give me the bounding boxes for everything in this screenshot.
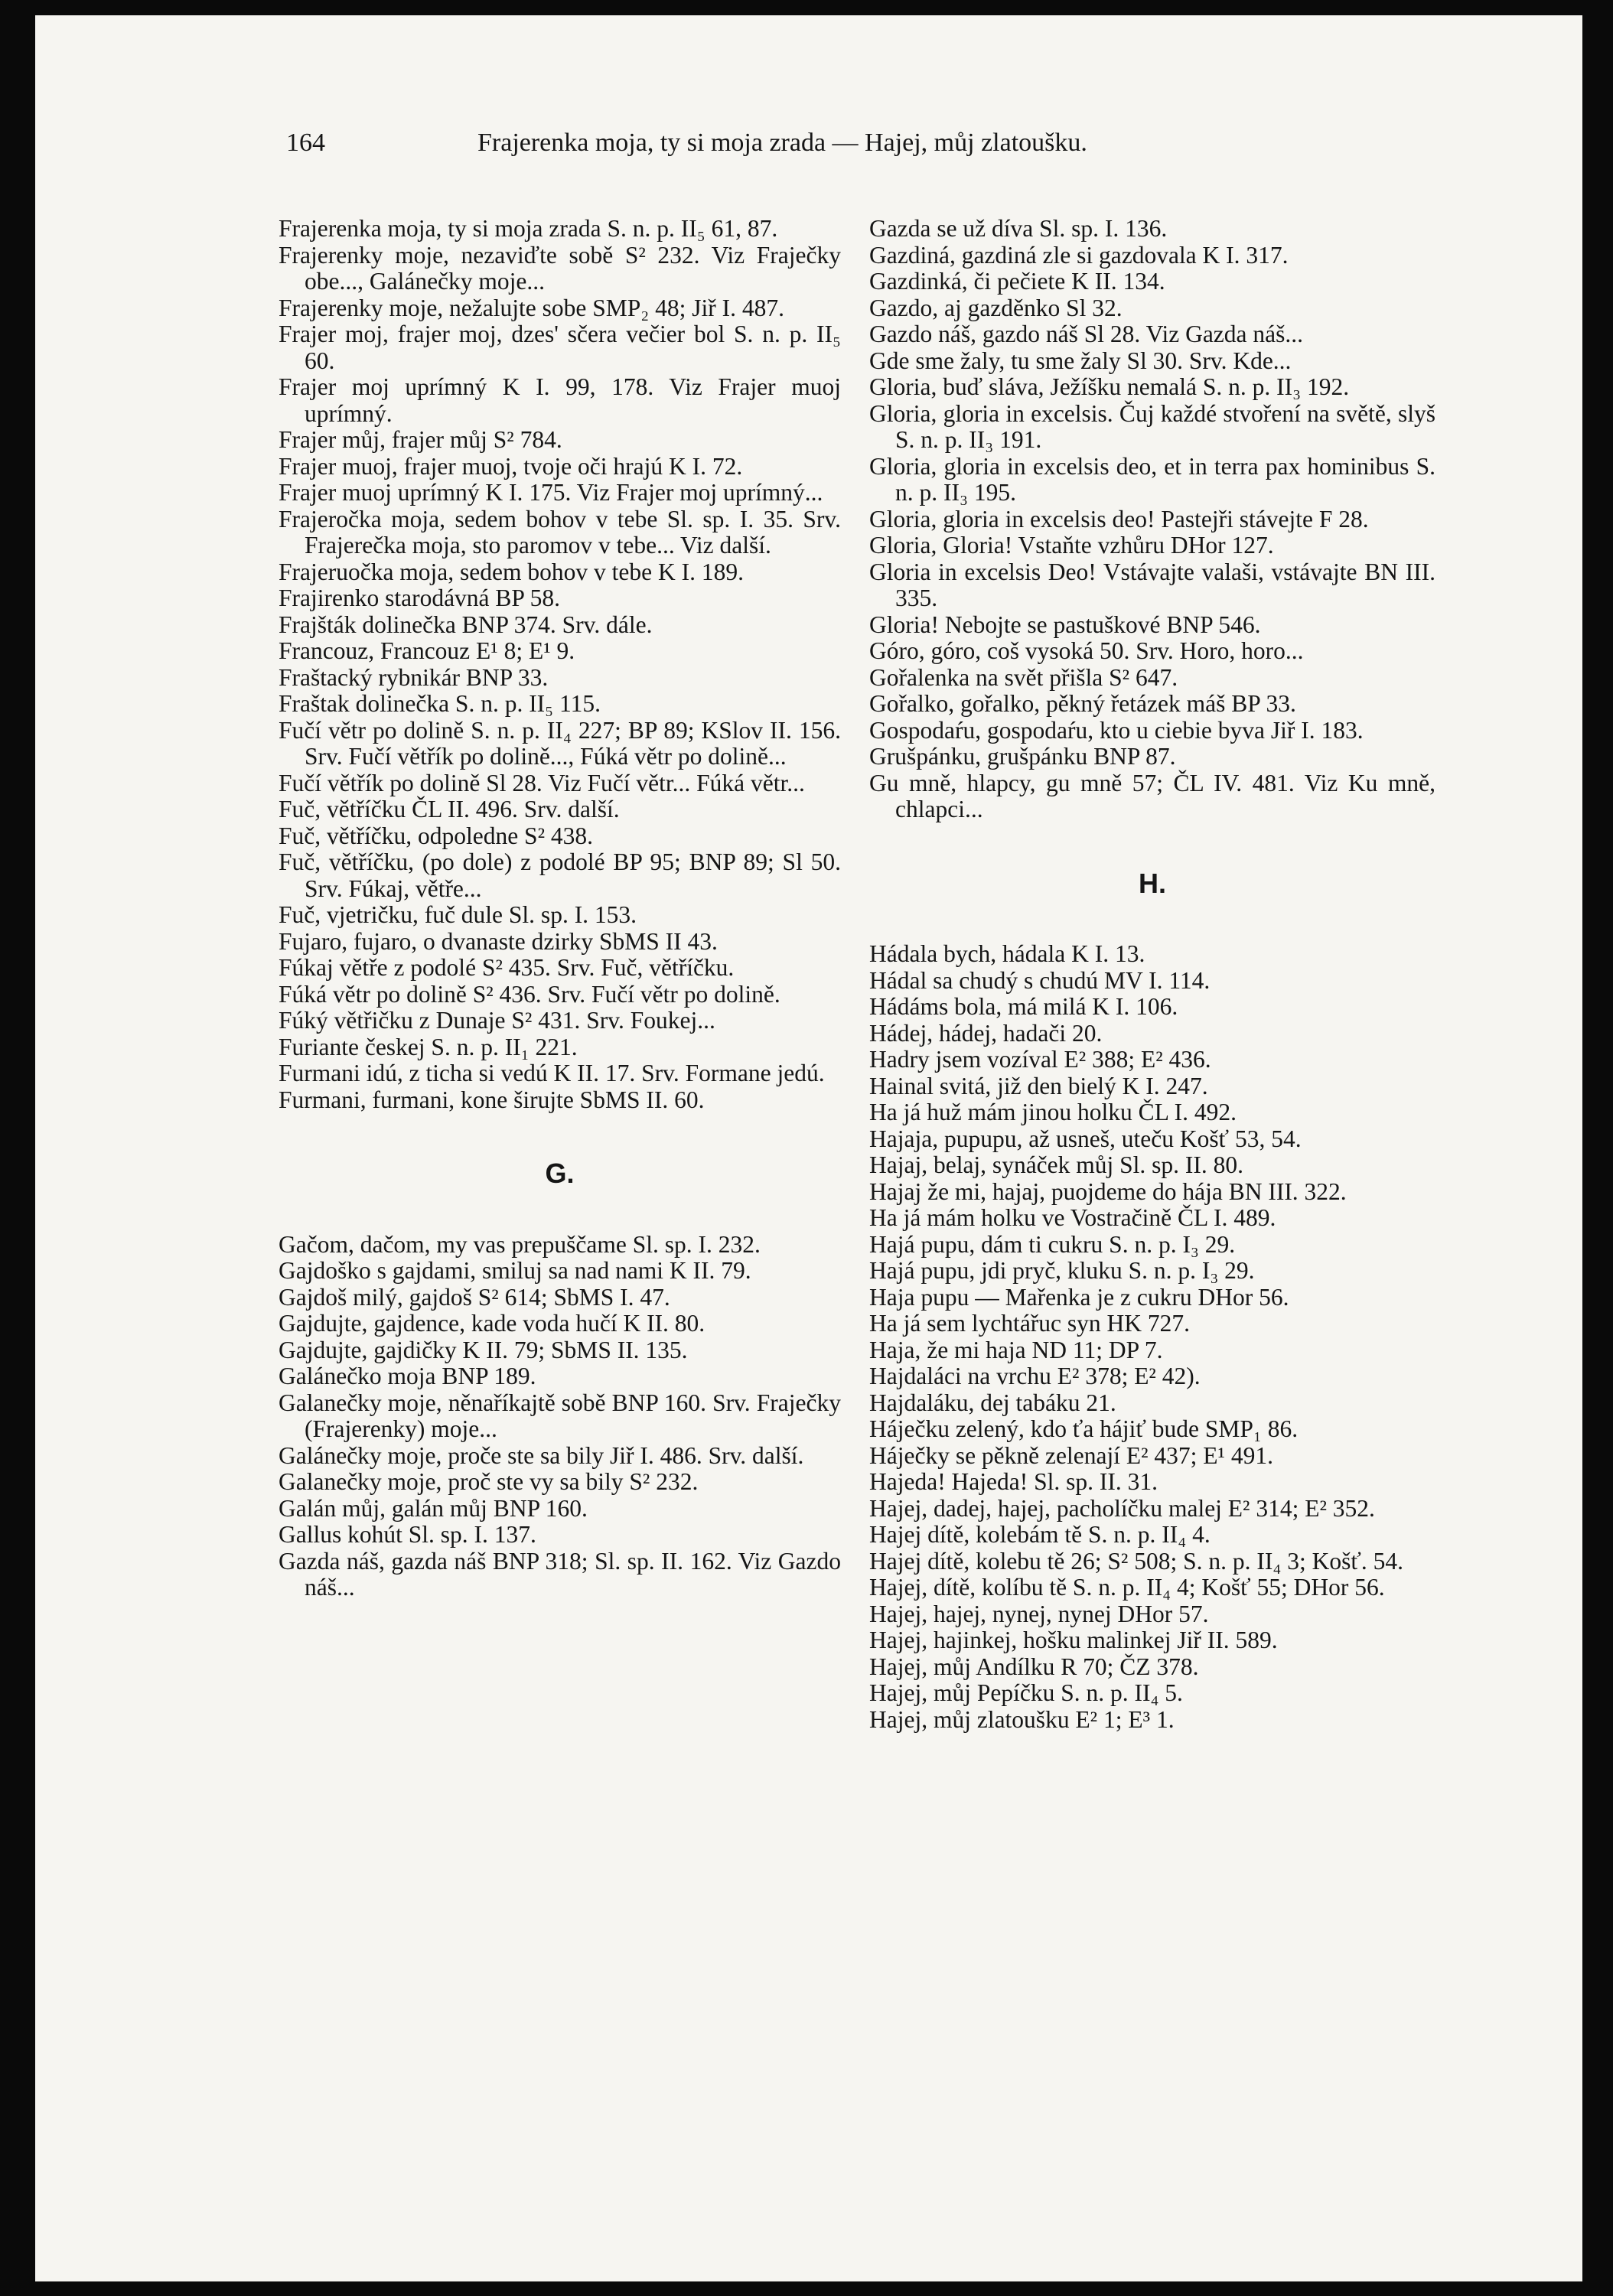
index-entry: Gu mně, hlapcy, gu mně 57; ČL IV. 481. Viz Ku mně, chlapci... xyxy=(869,769,1435,822)
index-entry: Frajirenko starodávná BP 58. xyxy=(279,585,561,611)
index-entry: Gospodaŕu, gospodaŕu, kto u ciebie byva Jiř I. 183. xyxy=(869,716,1364,744)
index-entry: Hajaj, belaj, synáček můj Sl. sp. II. 80. xyxy=(869,1151,1244,1178)
entries-g-list xyxy=(279,1232,841,1601)
index-entry: Hajej dítě, kolebám tě S. n. p. II₄ 4. xyxy=(869,1521,1211,1548)
index-entry: Hajdaláku, dej tabáku 21. xyxy=(869,1389,1116,1416)
index-entry: Hajdaláci na vrchu E² 378; E² 42). xyxy=(869,1363,1201,1389)
index-entry: Hajá pupu, jdi pryč, kluku S. n. p. I₃ 29. xyxy=(869,1257,1255,1284)
index-entry: Fujaro, fujaro, o dvanaste dzirky SbMS II 43. xyxy=(279,927,718,955)
index-entry: Frajerenky moje, nezaviďte sobě S² 232. Viz Fraječky obe..., Galánečky moje... xyxy=(279,241,841,295)
index-entry: Gloria, gloria in excelsis deo, et in terra pax hominibus S. n. p. II₃ 195. xyxy=(869,452,1435,506)
index-entry: Furmani idú, z ticha si vedú K II. 17. Srv. Formane jedú. xyxy=(279,1060,825,1086)
index-entry: Hajaja, pupupu, až usneš, uteču Košť 53, 54. xyxy=(869,1125,1302,1152)
index-entry: Hádala bych, hádala K I. 13. xyxy=(869,940,1145,967)
index-entry: Fúký větřičku z Dunaje S² 431. Srv. Foukej... xyxy=(279,1007,715,1034)
book-page xyxy=(35,15,1582,2281)
index-entry: Hainal svitá, již den bielý K I. 247. xyxy=(869,1072,1208,1099)
index-entry: Hajej, můj Andílku R 70; ČZ 378. xyxy=(869,1653,1199,1680)
index-entry: Gajdoš milý, gajdoš S² 614; SbMS I. 47. xyxy=(279,1283,670,1311)
index-entry: Hajaj že mi, hajaj, puojdeme do hája BN III. 322. xyxy=(869,1177,1347,1205)
index-entry: Hádáms bola, má milá K I. 106. xyxy=(869,993,1178,1020)
index-entry: Gde sme žaly, tu sme žaly Sl 30. Srv. Kde... xyxy=(869,347,1292,374)
index-entry: Háječku zelený, kdo ťa hájiť bude SMP₁ 86. xyxy=(869,1415,1299,1442)
index-entry: Gazda se už díva Sl. sp. I. 136. xyxy=(869,215,1168,242)
index-entry: Fuč, větříčku, (po dole) z podolé BP 95; BNP 89; Sl 50. Srv. Fúkaj, větře... xyxy=(279,848,841,902)
index-entry: Furmani, furmani, kone širujte SbMS II. 60. xyxy=(279,1086,705,1113)
index-entry: Gajdoško s gajdami, smiluj sa nad nami K II. 79. xyxy=(279,1257,751,1284)
index-entry: Frajšták dolinečka BNP 374. Srv. dále. xyxy=(279,611,653,638)
entries-g-continued-list xyxy=(869,216,1435,823)
index-entry: Fúkaj větře z podolé S² 435. Srv. Fuč, větříčku. xyxy=(279,954,735,981)
index-entry: Gazdinká, či pečiete K II. 134. xyxy=(869,268,1165,295)
index-entry: Galán můj, galán můj BNP 160. xyxy=(279,1494,588,1522)
section-heading-g: G. xyxy=(545,1158,575,1189)
index-entry: Gloria in excelsis Deo! Vstávajte valaši, vstávajte BN III. 335. xyxy=(869,558,1435,611)
index-entry: Gloria, gloria in excelsis deo! Pastejři stávejte F 28. xyxy=(869,505,1369,532)
index-entry: Gajdujte, gajdence, kade voda hučí K II. 80. xyxy=(279,1310,705,1337)
index-entry: Ha já sem lychtářuc syn HK 727. xyxy=(869,1310,1191,1337)
index-entry: Haja pupu — Mařenka je z cukru DHor 56. xyxy=(869,1283,1289,1311)
index-entry: Hajej dítě, kolebu tě 26; S² 508; S. n. p. II₄ 3; Košť. 54. xyxy=(869,1547,1403,1575)
index-entry: Gazdo, aj gazděnko Sl 32. xyxy=(869,294,1123,321)
index-entry: Frajer moj, frajer moj, dzes' sčera večier bol S. n. p. II₅ 60. xyxy=(279,321,841,374)
index-entry: Gloria, Gloria! Vstaňte vzhůru DHor 127. xyxy=(869,532,1274,559)
index-entry: Frajer muoj uprímný K I. 175. Viz Frajer moj uprímný... xyxy=(279,479,823,506)
index-entry: Frajer moj uprímný K I. 99, 178. Viz Frajer muoj uprímný. xyxy=(279,373,841,427)
index-entry: Hajej, dadej, hajej, pacholíčku malej E² 314; E² 352. xyxy=(869,1494,1375,1522)
index-entry: Ha já mám holku ve Vostračině ČL I. 489. xyxy=(869,1204,1276,1231)
running-title: Frajerenka moja, ty si moja zrada — Hajej, můj zlatoušku. xyxy=(477,129,1087,157)
index-entry: Gořalenka na svět přišla S² 647. xyxy=(869,663,1178,691)
index-entry: Fraštak dolinečka S. n. p. II₅ 115. xyxy=(279,690,601,717)
index-entry: Gačom, dačom, my vas prepuščame Sl. sp. I. 232. xyxy=(279,1230,761,1258)
index-entry: Frajeročka moja, sedem bohov v tebe Sl. sp. I. 35. Srv. Frajerečka moja, sto paromov v tebe... Viz další. xyxy=(279,505,841,559)
index-entry: Gloria! Nebojte se pastuškové BNP 546. xyxy=(869,611,1261,638)
index-entry: Fúká větr po dolině S² 436. Srv. Fučí větr po dolině. xyxy=(279,980,780,1008)
index-entry: Frajer můj, frajer můj S² 784. xyxy=(279,426,562,453)
index-entry: Gajdujte, gajdičky K II. 79; SbMS II. 135. xyxy=(279,1336,688,1363)
index-entry: Gazda náš, gazda náš BNP 318; Sl. sp. II. 162. Viz Gazdo náš... xyxy=(279,1547,841,1601)
index-entry: Hádal sa chudý s chudú MV I. 114. xyxy=(869,966,1211,994)
index-entry: Frajerenka moja, ty si moja zrada S. n. p. II₅ 61, 87. xyxy=(279,215,778,242)
index-entry: Hajeda! Hajeda! Sl. sp. II. 31. xyxy=(869,1468,1158,1495)
index-entry: Frajeruočka moja, sedem bohov v tebe K I. 189. xyxy=(279,558,744,585)
index-entry: Fuč, vjetričku, fuč dule Sl. sp. I. 153. xyxy=(279,901,637,928)
index-entry: Hajej, můj zlatoušku E² 1; E³ 1. xyxy=(869,1705,1175,1733)
index-entry: Hajej, hajinkej, hošku malinkej Jiř II. 589. xyxy=(869,1627,1278,1653)
index-entry: Frajer muoj, frajer muoj, tvoje oči hrajú K I. 72. xyxy=(279,452,743,480)
index-entry: Hajá pupu, dám ti cukru S. n. p. I₃ 29. xyxy=(869,1230,1236,1258)
index-entry: Galánečky moje, proče ste sa bily Jiř I. 486. Srv. další. xyxy=(279,1441,804,1469)
page-number: 164 xyxy=(286,129,325,157)
index-entry: Galanečky moje, proč ste vy sa bily S² 232. xyxy=(279,1468,699,1495)
index-entry: Gazdo náš, gazdo náš Sl 28. Viz Gazda náš... xyxy=(869,321,1303,347)
index-entry: Galanečky moje, něnaříkajtě sobě BNP 160. Srv. Fraječky (Frajerenky) moje... xyxy=(279,1389,841,1442)
index-entry: Grušpánku, grušpánku BNP 87. xyxy=(869,743,1176,770)
index-entry: Fraštacký rybnikár BNP 33. xyxy=(279,663,549,691)
index-entry: Hádej, hádej, hadači 20. xyxy=(869,1019,1103,1047)
index-entry: Fuč, větříčku, odpoledne S² 438. xyxy=(279,822,594,849)
index-entry: Háječky se pěkně zelenají E² 437; E¹ 491. xyxy=(869,1441,1273,1469)
index-entry: Gořalko, gořalko, pěkný řetázek máš BP 33. xyxy=(869,690,1296,717)
left-column xyxy=(279,216,841,1601)
index-entry: Galánečko moja BNP 189. xyxy=(279,1363,536,1389)
index-entry: Gazdiná, gazdiná zle si gazdovala K I. 317. xyxy=(869,241,1289,269)
right-column xyxy=(869,216,1435,1733)
index-entry: Góro, góro, coš vysoká 50. Srv. Horo, horo... xyxy=(869,637,1304,664)
index-entry: Gloria, gloria in excelsis. Čuj každé stvoření na světě, slyš S. n. p. II₃ 191. xyxy=(869,399,1435,453)
index-entry: Furiante českej S. n. p. II₁ 221. xyxy=(279,1033,578,1060)
index-entry: Fučí větřík po dolině Sl 28. Viz Fučí větr... Fúká větr... xyxy=(279,769,805,796)
index-entry: Francouz, Francouz E¹ 8; E¹ 9. xyxy=(279,637,575,664)
index-entry: Gallus kohút Sl. sp. I. 137. xyxy=(279,1521,536,1548)
index-entry: Frajerenky moje, nežalujte sobe SMP₂ 48; Jiř I. 487. xyxy=(279,294,784,321)
index-entry: Fučí větr po dolině S. n. p. II₄ 227; BP 89; KSlov II. 156. Srv. Fučí větřík po dolině..., Fúká větr po dolině... xyxy=(279,716,841,770)
index-entry: Ha já huž mám jinou holku ČL I. 492. xyxy=(869,1099,1237,1125)
index-entry: Hadry jsem vozíval E² 388; E² 436. xyxy=(869,1046,1211,1073)
index-entry: Fuč, větříčku ČL II. 496. Srv. další. xyxy=(279,796,620,822)
entries-f-list xyxy=(279,216,841,1113)
section-heading-h: H. xyxy=(1139,867,1166,899)
index-entry: Hajej, hajej, nynej, nynej DHor 57. xyxy=(869,1600,1209,1627)
index-entry: Hajej, dítě, kolíbu tě S. n. p. II₄ 4; Košť 55; DHor 56. xyxy=(869,1574,1385,1601)
entries-h-list xyxy=(869,941,1435,1733)
index-entry: Haja, že mi haja ND 11; DP 7. xyxy=(869,1336,1163,1363)
index-entry: Gloria, buď sláva, Ježíšku nemalá S. n. p. II₃ 192. xyxy=(869,373,1350,400)
index-entry: Hajej, můj Pepíčku S. n. p. II₄ 5. xyxy=(869,1679,1183,1706)
